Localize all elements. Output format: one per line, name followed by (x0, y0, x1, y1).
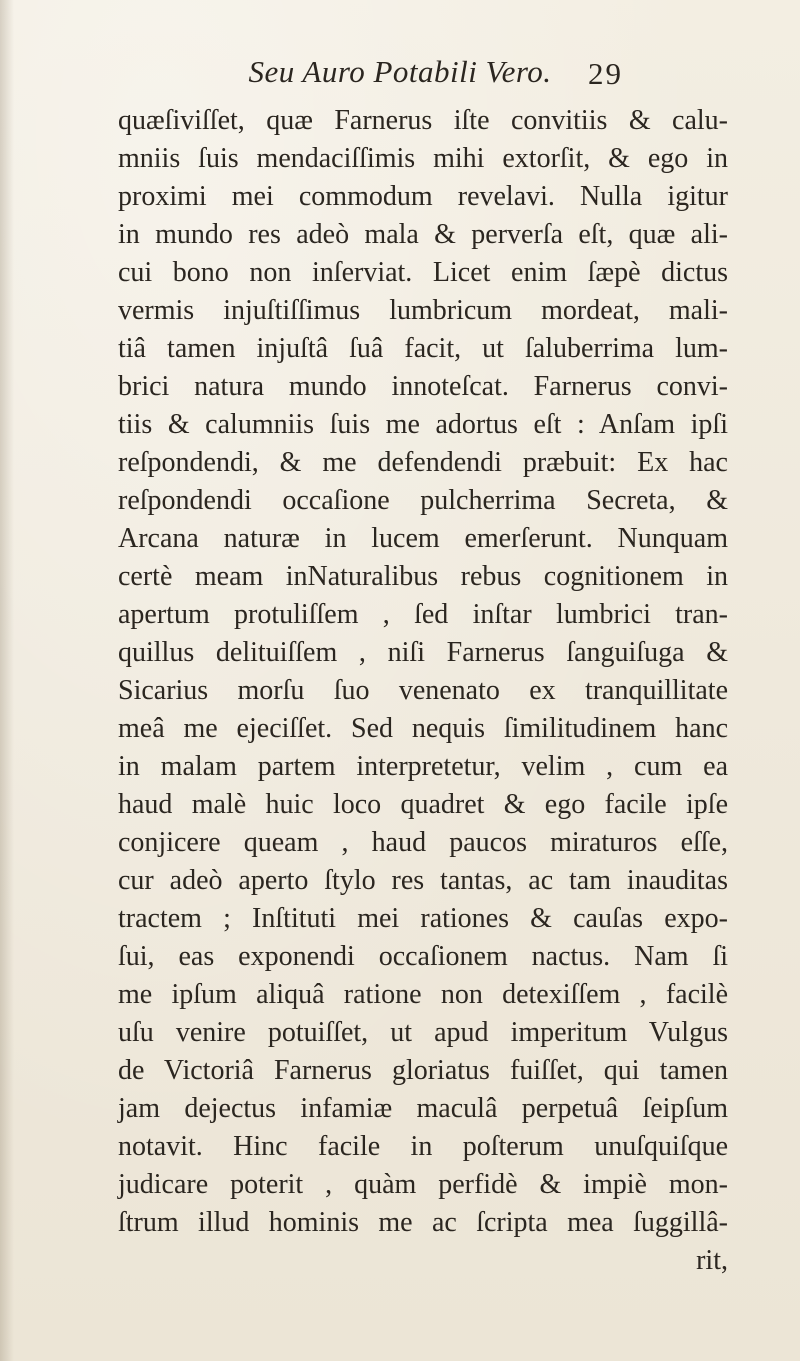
text-line: ſtrum illud hominis me ac ſcripta mea ſuggillâ- (118, 1207, 728, 1238)
text-line: reſpondendi, & me defendendi præbuit: Ex hac (118, 447, 728, 478)
text-line: judicare poterit , quàm perfidè & impiè mon- (118, 1169, 728, 1200)
running-title: Seu Auro Potabili Vero. (248, 54, 552, 89)
text-line: brici natura mundo innoteſcat. Farnerus convi- (118, 371, 728, 402)
text-line: tiis & calumniis ſuis me adortus eſt : Anſam ipſi (118, 409, 728, 440)
text-line: reſpondendi occaſione pulcherrima Secreta, & (118, 485, 728, 516)
text-line: conjicere queam , haud paucos miraturos eſſe, (118, 827, 728, 858)
text-line: notavit. Hinc facile in poſterum unuſquiſque (118, 1131, 728, 1162)
text-line: mniis ſuis mendaciſſimis mihi extorſit, & ego in (118, 143, 728, 174)
text-line: cui bono non inſerviat. Licet enim ſæpè dictus (118, 257, 728, 288)
text-line: apertum protuliſſem , ſed inſtar lumbrici tran- (118, 599, 728, 630)
text-line: Sicarius morſu ſuo venenato ex tranquillitate (118, 675, 728, 706)
text-line: haud malè huic loco quadret & ego facile ipſe (118, 789, 728, 820)
text-line: ſui, eas exponendi occaſionem nactus. Nam ſi (118, 941, 728, 972)
text-line: certè meam inNaturalibus rebus cognitionem in (118, 561, 728, 592)
text-line: in malam partem interpretetur, velim , cum ea (118, 751, 728, 782)
text-line: in mundo res adeò mala & perverſa eſt, quæ ali- (118, 219, 728, 250)
text-line: meâ me ejeciſſet. Sed nequis ſimilitudinem hanc (118, 713, 728, 744)
text-line: quæſiviſſet, quæ Farnerus iſte convitiis & calu- (118, 105, 728, 136)
catchword: rit, (696, 1245, 728, 1276)
text-line: cur adeò aperto ſtylo res tantas, ac tam inauditas (118, 865, 728, 896)
text-line: quillus delituiſſem , niſi Farnerus ſanguiſuga & (118, 637, 728, 668)
text-line: tiâ tamen injuſtâ ſuâ facit, ut ſaluberrima lum- (118, 333, 728, 364)
text-line: vermis injuſtiſſimus lumbricum mordeat, mali- (118, 295, 728, 326)
text-line: jam dejectus infamiæ maculâ perpetuâ ſeipſum (118, 1093, 728, 1124)
text-line: me ipſum aliquâ ratione non detexiſſem , facilè (118, 979, 728, 1010)
text-line: de Victoriâ Farnerus gloriatus fuiſſet, qui tamen (118, 1055, 728, 1086)
body-text (118, 102, 728, 1280)
text-line: proximi mei commodum revelavi. Nulla igitur (118, 181, 728, 212)
page-number: 29 (588, 56, 623, 91)
text-line: uſu venire potuiſſet, ut apud imperitum Vulgus (118, 1017, 728, 1048)
text-line: Arcana naturæ in lucem emerſerunt. Nunquam (118, 523, 728, 554)
page-gutter-shadow (0, 0, 14, 1361)
text-line: tractem ; Inſtituti mei rationes & cauſas expo- (118, 903, 728, 934)
